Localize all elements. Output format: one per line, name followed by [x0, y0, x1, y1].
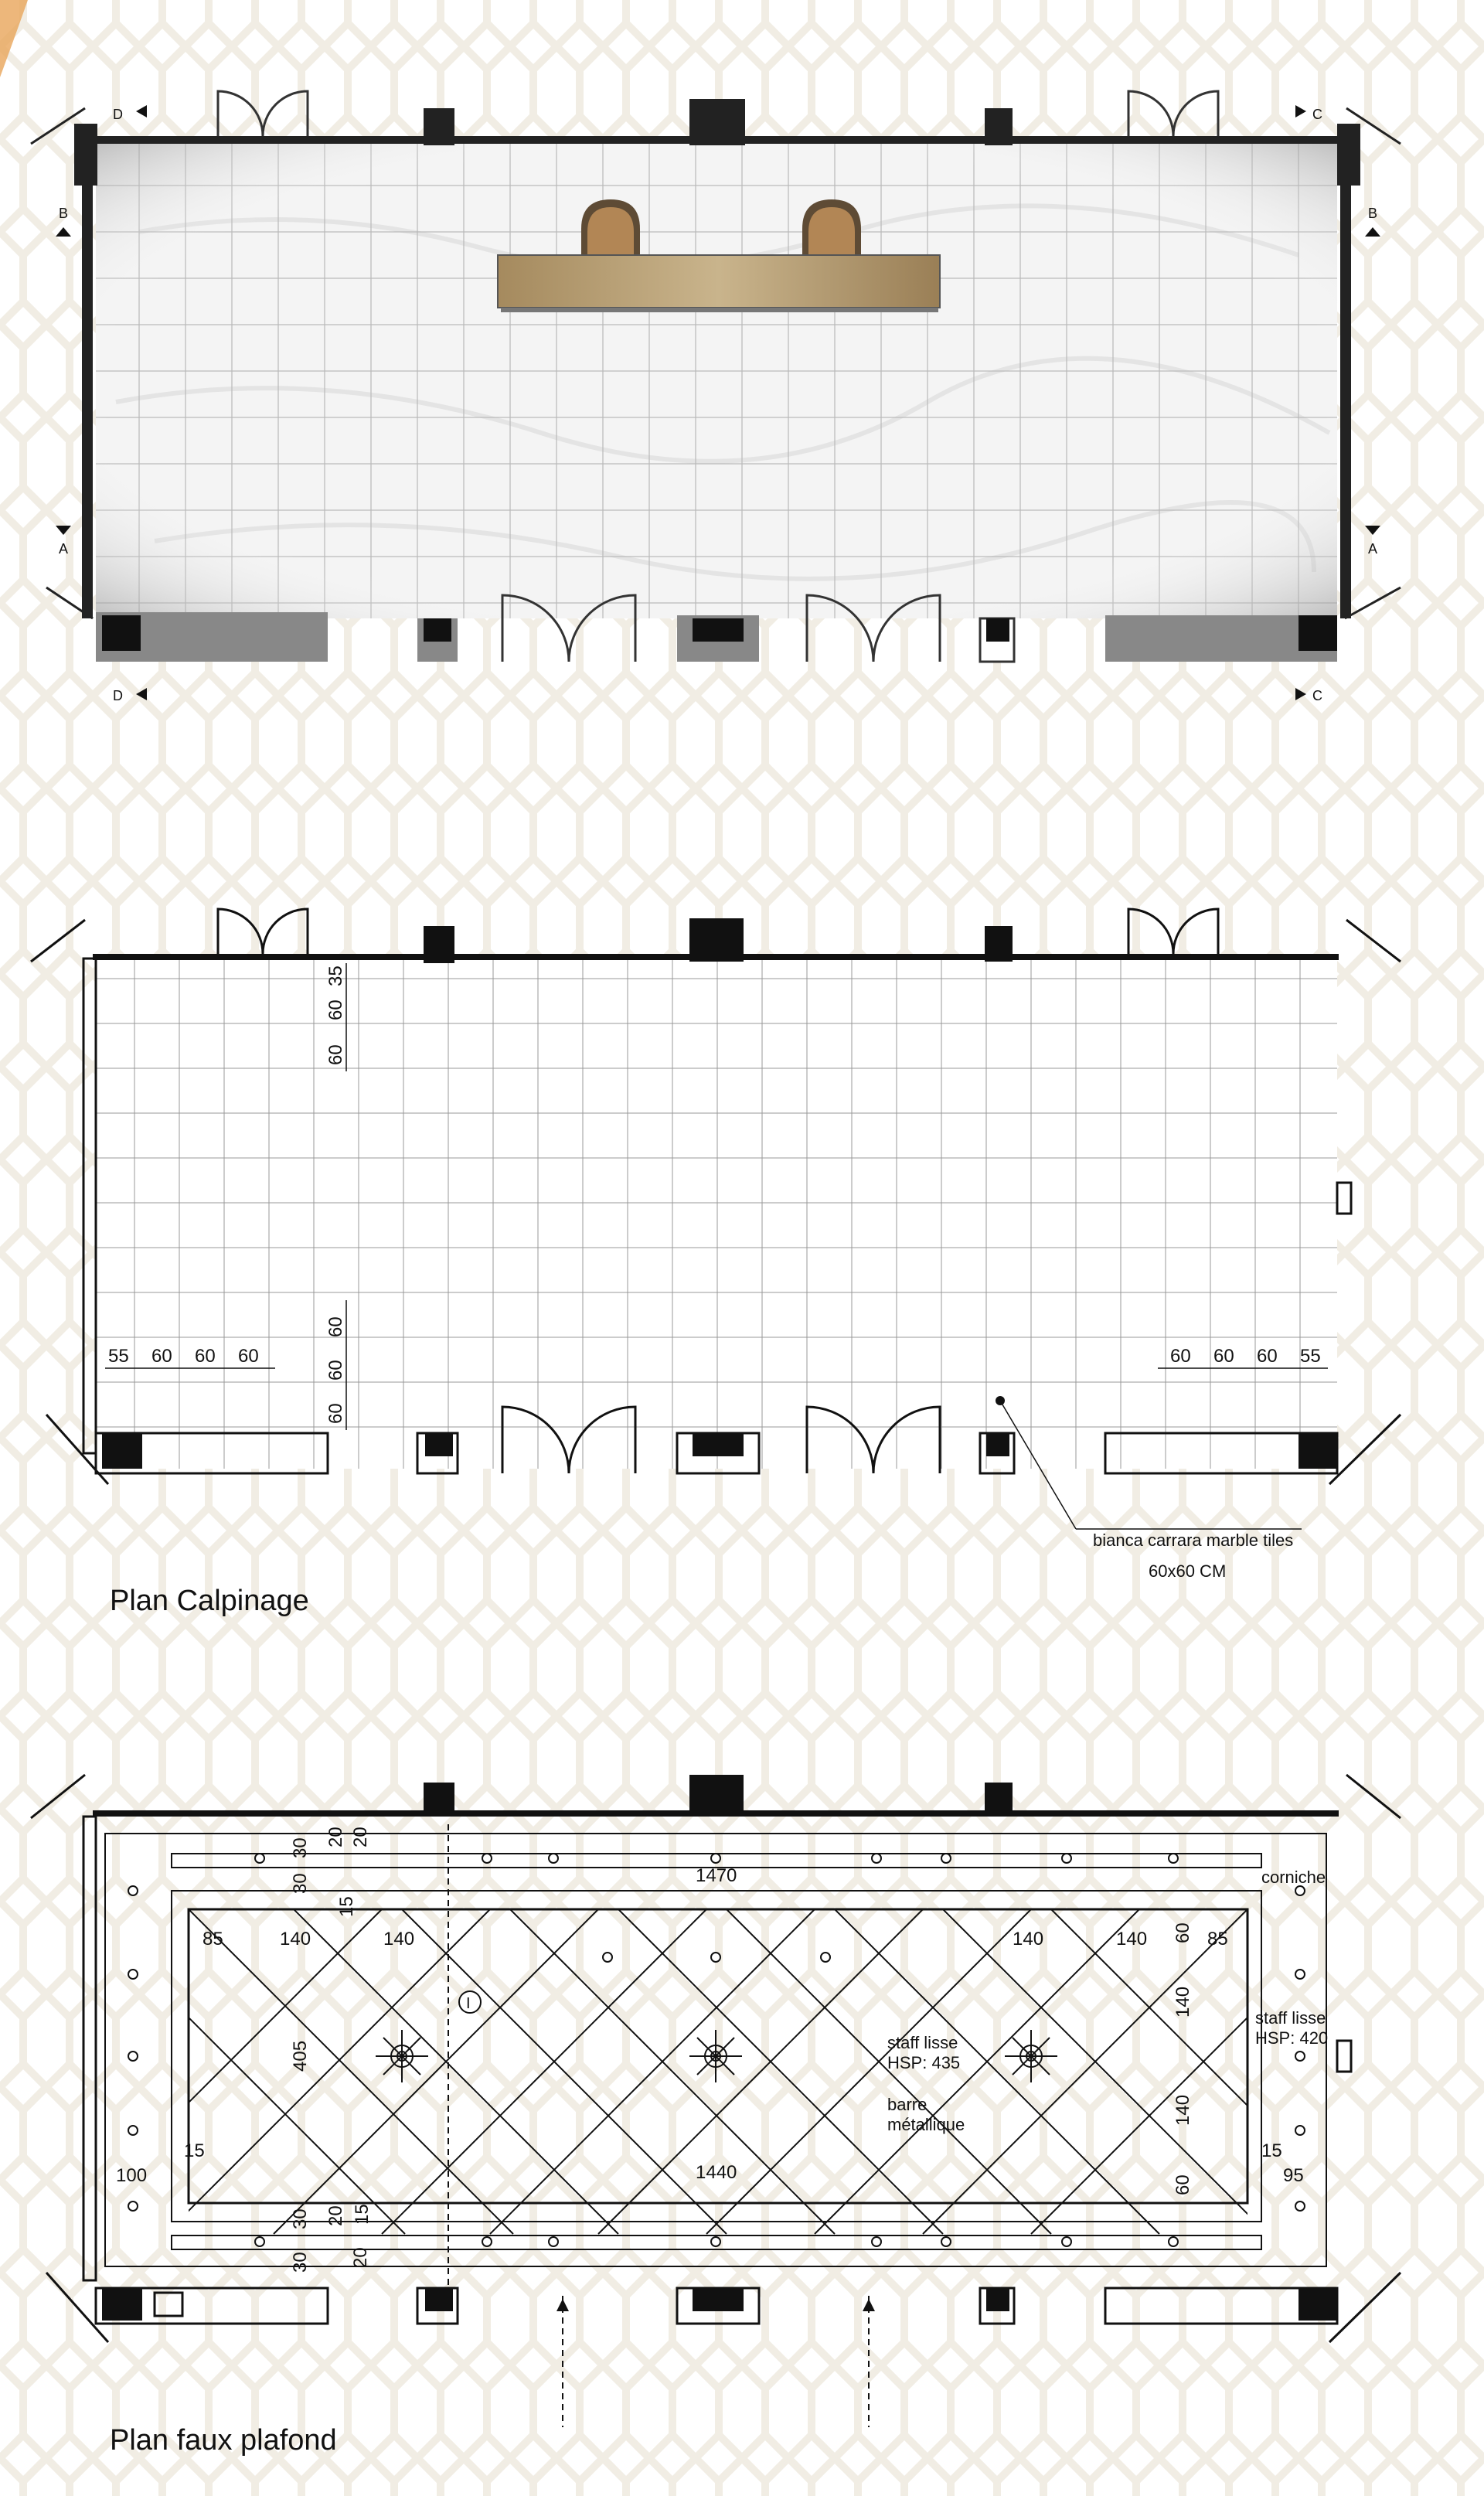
dim-row-l1: 85 [203, 1929, 223, 1949]
dim-405: 405 [290, 2040, 311, 2072]
dim-top-30b: 30 [290, 1873, 311, 1894]
dim-vert-top-3: 35 [325, 965, 346, 986]
dim-right-60a: 60 [1173, 1922, 1193, 1943]
dim-bot-30b: 30 [290, 2252, 311, 2273]
dim-left-1: 55 [108, 1346, 129, 1367]
dim-right-140a: 140 [1173, 1986, 1193, 2018]
svg-text:C: C [1312, 107, 1322, 122]
svg-text:B: B [59, 206, 69, 221]
corniche-label: corniche [1261, 1868, 1326, 1887]
dim-bot-30a: 30 [290, 2208, 311, 2229]
wall-outlines-plan3 [83, 1817, 1351, 2324]
plan-faux-plafond-title: Plan faux plafond [110, 2424, 337, 2457]
dim-right-3: 60 [1257, 1346, 1278, 1367]
dim-95: 95 [1283, 2165, 1304, 2186]
chandelier-icon-2 [689, 2030, 742, 2082]
dim-top-30a: 30 [290, 1837, 311, 1858]
svg-text:D: D [113, 688, 123, 703]
dim-right-4: 55 [1300, 1346, 1321, 1367]
dim-vert-bot-3: 60 [325, 1403, 346, 1424]
walls-bottom [96, 612, 1337, 662]
dim-top-20a: 20 [325, 1827, 346, 1847]
dim-vert-bot-1: 60 [325, 1316, 346, 1337]
rendered-floor-plan [0, 0, 1484, 727]
svg-text:A: A [59, 541, 69, 557]
dim-100: 100 [116, 2165, 148, 2186]
staff-outer-1: staff lisse [1255, 2008, 1326, 2028]
dim-bot-20b: 20 [350, 2247, 371, 2268]
staff-inner-1: staff lisse [887, 2033, 958, 2052]
dim-1470: 1470 [696, 1865, 737, 1886]
svg-text:C: C [1312, 688, 1322, 703]
leader-dot [996, 1396, 1005, 1405]
svg-text:B: B [1368, 206, 1378, 221]
dim-row-l2: 140 [280, 1929, 311, 1949]
dim-row-l3: 140 [383, 1929, 415, 1949]
dim-row-r3: 85 [1207, 1929, 1228, 1949]
staff-inner-2: HSP: 435 [887, 2053, 961, 2072]
dims-vertical-bottom [325, 1316, 346, 1424]
plan-calpinage-title: Plan Calpinage [110, 1585, 309, 1617]
arrow-icon-1 [556, 2299, 569, 2311]
dim-vert-top-2: 60 [325, 999, 346, 1020]
dim-row-r2: 140 [1116, 1929, 1148, 1949]
arrow-icon-2 [863, 2299, 875, 2311]
dim-left-4: 60 [238, 1346, 259, 1367]
dim-15-right: 15 [1261, 2140, 1282, 2161]
dim-left-2: 60 [151, 1346, 172, 1367]
tiling-plan [0, 889, 1484, 1631]
dim-15-left: 15 [184, 2140, 205, 2161]
dim-vert-bot-2: 60 [325, 1360, 346, 1381]
dim-right-60b: 60 [1173, 2174, 1193, 2195]
dim-top-15: 15 [336, 1896, 357, 1917]
tile-note: bianca carrara marble tiles [1093, 1531, 1294, 1550]
chandelier-icon-1 [376, 2030, 428, 2082]
dim-1440: 1440 [696, 2162, 737, 2183]
barre-1: barre [887, 2095, 928, 2114]
dim-left-3: 60 [195, 1346, 216, 1367]
chandelier-icon-3 [1005, 2030, 1057, 2082]
dim-right-2: 60 [1213, 1346, 1234, 1367]
svg-text:A: A [1368, 541, 1378, 557]
dim-vert-top-1: 60 [325, 1044, 346, 1065]
dims-vertical-top [325, 965, 346, 1065]
svg-text:D: D [113, 107, 123, 122]
tile-grid-plan [96, 959, 1337, 1469]
barre-2: métallique [887, 2115, 965, 2134]
tile-size: 60x60 CM [1149, 1561, 1227, 1581]
axis-lines [448, 1824, 869, 2427]
dim-bot-15: 15 [352, 2204, 373, 2225]
ceiling-plan [0, 1762, 1484, 2458]
dim-row-r1: 140 [1013, 1929, 1044, 1949]
staff-outer-2: HSP: 420 [1255, 2028, 1329, 2048]
dim-right-1: 60 [1170, 1346, 1191, 1367]
dim-bot-20a: 20 [325, 2205, 346, 2226]
dim-right-140b: 140 [1173, 2094, 1193, 2126]
axis-label: I [466, 1995, 471, 2012]
dim-top-20b: 20 [350, 1827, 371, 1847]
